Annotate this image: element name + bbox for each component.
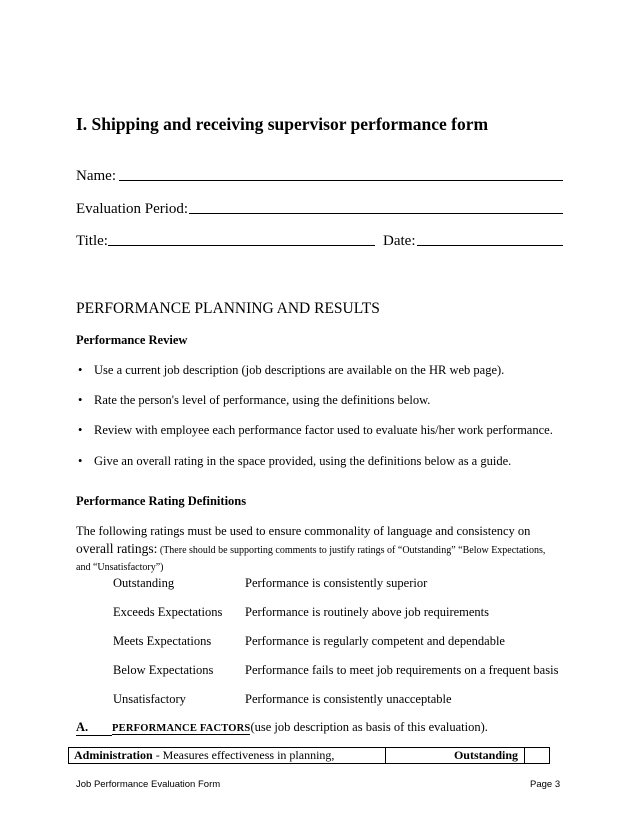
paragraph-note: (There should be supporting comments to justify ratings of “Outstanding” “Below Expectations, [157, 545, 546, 556]
rating-term: Unsatisfactory [113, 692, 186, 706]
rating-description: Performance is regularly competent and dependable [245, 634, 505, 648]
date-field[interactable] [417, 245, 563, 246]
paragraph-line: The following ratings must be used to ensure commonality of language and consistency on [76, 524, 531, 538]
performance-review-heading: Performance Review [76, 333, 188, 347]
section-heading: PERFORMANCE PLANNING AND RESULTS [76, 300, 380, 317]
definitions-paragraph [76, 523, 576, 576]
date-label: Date: [383, 233, 416, 249]
list-item: • Use a current job description (job descriptions are available on the HR web page). [78, 363, 505, 377]
evaluation-period-field[interactable] [189, 213, 563, 214]
name-label: Name: [76, 168, 116, 184]
title-label: Title: [76, 233, 108, 249]
document-title: I. Shipping and receiving supervisor performance form [76, 114, 489, 134]
list-item: • Rate the person's level of performance, using the definitions below. [78, 393, 431, 407]
table-row [68, 747, 550, 764]
title-field[interactable] [108, 245, 375, 246]
administration-description: - Measures effectiveness in planning, [152, 748, 335, 762]
bullet-icon: • [78, 363, 83, 377]
rating-term: Below Expectations [113, 663, 214, 677]
rating-term: Outstanding [113, 576, 175, 590]
evaluation-period-label: Evaluation Period: [76, 201, 189, 217]
rating-term: Meets Expectations [113, 634, 212, 648]
section-a-note: (use job description as basis of this evaluation). [250, 720, 488, 734]
outstanding-cell: Outstanding [387, 748, 525, 763]
rating-description: Performance is routinely above job requirements [245, 605, 490, 619]
rating-description: Performance is consistently superior [245, 576, 428, 590]
list-item: • Review with employee each performance factor used to evaluate his/her work performance. [78, 423, 553, 437]
name-field[interactable] [119, 180, 563, 181]
footer-page-number: Page 3 [530, 779, 561, 790]
bullet-icon: • [78, 393, 83, 407]
paragraph-line: overall ratings: [76, 541, 158, 556]
rating-description: Performance is consistently unacceptable [245, 692, 452, 706]
rating-term: Exceeds Expectations [113, 605, 223, 619]
administration-cell [69, 748, 386, 763]
rating-definitions-heading: Performance Rating Definitions [76, 494, 247, 508]
paragraph-note: and “Unsatisfactory”) [76, 562, 164, 573]
list-item: • Give an overall rating in the space provided, using the definitions below as a guide. [78, 454, 512, 468]
section-letter: A. [76, 720, 112, 736]
footer-left: Job Performance Evaluation Form [76, 779, 221, 790]
bullet-icon: • [78, 423, 83, 437]
bullet-icon: • [78, 454, 83, 468]
administration-label: Administration [74, 748, 153, 762]
section-a-heading [76, 720, 488, 736]
performance-factors-label: PERFORMANCE FACTORS [112, 723, 251, 734]
rating-description: Performance fails to meet job requirements on a frequent basis [245, 663, 559, 677]
